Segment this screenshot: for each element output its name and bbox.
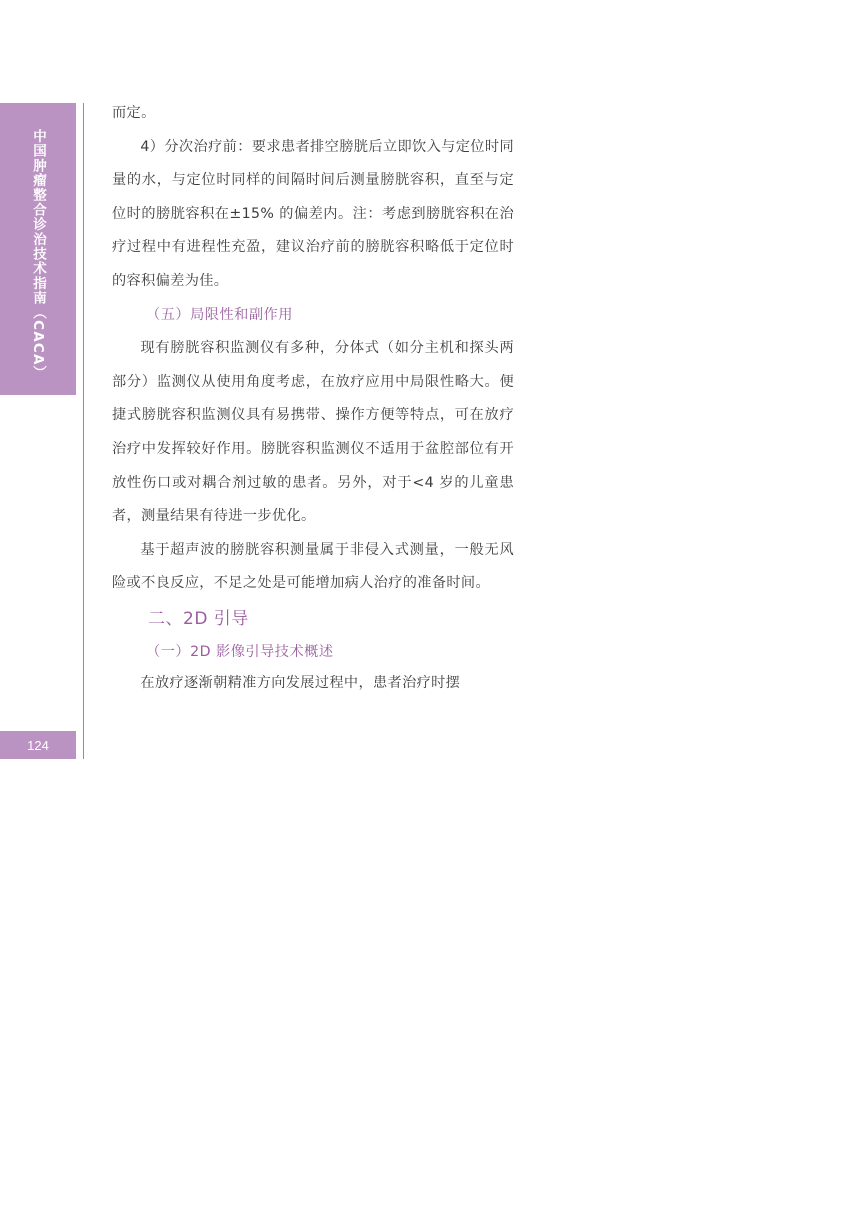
- paragraph-fraction-treatment: 4）分次治疗前：要求患者排空膀胱后立即饮入与定位时同量的水，与定位时同样的间隔时间后测量膀胱容积，直至与定位时的膀胱容积在±15% 的偏差内。注：考虑到膀胱容积在治疗过程中有进程性充盈，建议治疗前的膀胱容积略低于定位时的容积偏差为佳。: [112, 138, 514, 289]
- page-number: 124: [0, 731, 76, 759]
- paragraph-2d-intro: 在放疗逐渐朝精准方向发展过程中，患者治疗时摆: [140, 674, 461, 691]
- book-title: 中国肿瘤整合诊治技术指南（CACA）: [30, 129, 46, 381]
- section-heading-limitations: （五）局限性和副作用: [146, 306, 293, 323]
- section-heading-2d-overview: （一）2D 影像引导技术概述: [146, 643, 334, 660]
- margin-rule: [83, 103, 84, 759]
- paragraph-limitations: 现有膀胱容积监测仪有多种，分体式（如分主机和探头两部分）监测仪从使用角度考虑，在放疗应用中局限性略大。便捷式膀胱容积监测仪具有易携带、操作方便等特点，可在放疗治疗中发挥较好作用。膀胱容积监测仪不适用于盆腔部位有开放性伤口或对耦合剂过敏的患者。另外，对于<4 岁的儿童患者，测量结果有待进一步优化。: [112, 340, 514, 525]
- paragraph-continuation: 而定。: [112, 105, 156, 121]
- book-title-tab: [0, 103, 76, 395]
- paragraph-ultrasound: 基于超声波的膀胱容积测量属于非侵入式测量，一般无风险或不良反应，不足之处是可能增加病人治疗的准备时间。: [112, 541, 514, 592]
- chapter-heading-2d: 二、2D 引导: [148, 608, 249, 629]
- body-text: [112, 97, 514, 701]
